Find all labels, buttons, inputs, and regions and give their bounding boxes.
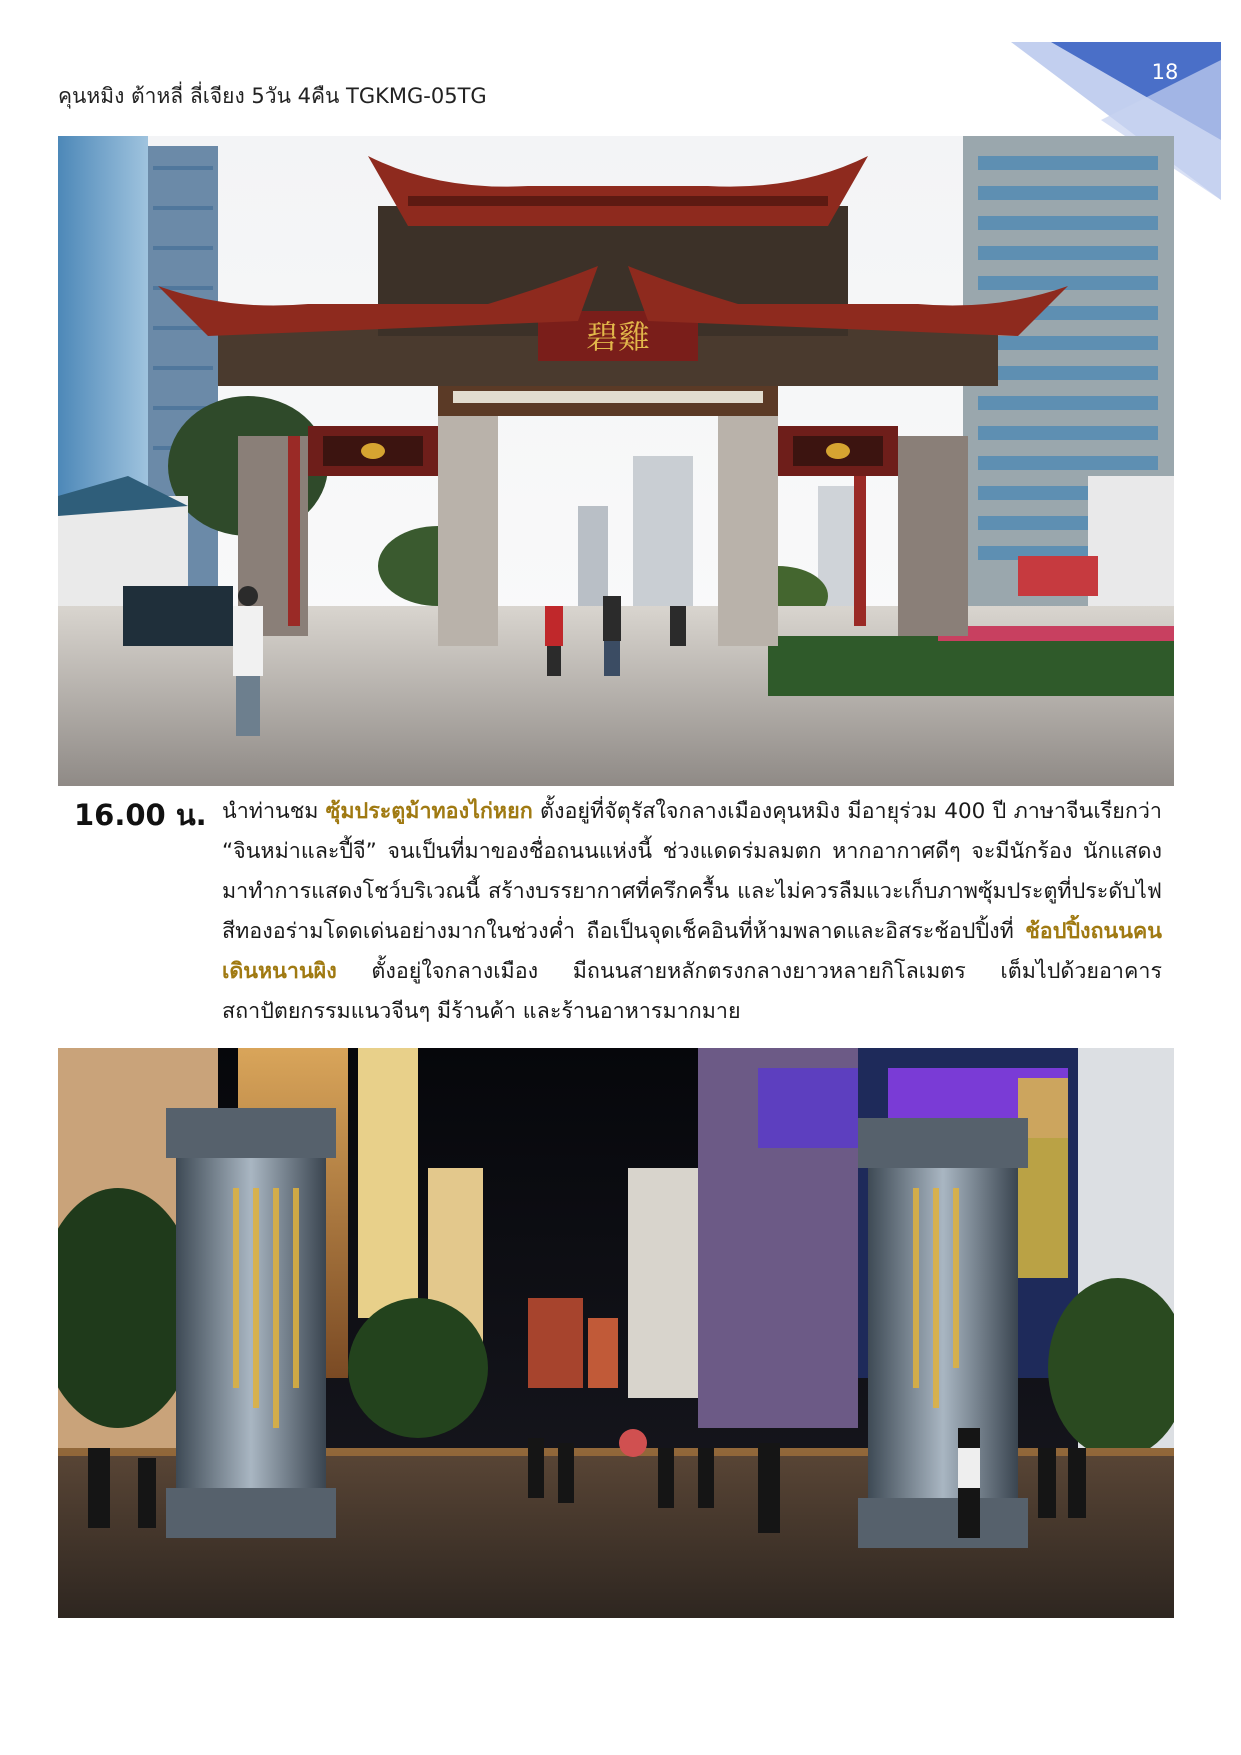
description-text-3: ตั้งอยู่ใจกลางเมือง มีถนนสายหลักตรงกลางยาวหลายกิโลเมตร เต็มไปด้วยอาคารสถาปัตยกรรมแนวจีนๆ มีร้านค้า และร้านอาหารมากมาย	[222, 959, 1162, 1024]
nanping-street-photo	[58, 1048, 1174, 1618]
archway-photo	[58, 136, 1174, 786]
gate-sign-text: 碧雞	[585, 318, 651, 356]
highlight-golden-gate: ซุ้มประตูม้าทองไก่หยก	[325, 799, 533, 824]
description-text-2: ตั้งอยู่ที่จัตุรัสใจกลางเมืองคุนหมิง มีอายุร่วม 400 ปี ภาษาจีนเรียกว่า “จินหม่าและปี้จี” จนเป็นที่มาของชื่อถนนแห่งนี้ ช่วงแดดร่มลมตก หากอากาศดีๆ จะมีนักร้อง นักแสดง มาทำการแสดงโชว์บริเวณนี้ สร้างบรรยากาศที่ครึกครื้น และไม่ควรลืมแวะเก็บภาพซุ้มประตูที่ประดับไฟสีทองอร่ามโดดเด่นอย่างมากในช่วงค่ำ ถือเป็นจุดเช็คอินที่ห้ามพลาดและอิสระช้อปปิ้งที่	[222, 799, 1163, 944]
description-text-1: นำท่านชม	[222, 799, 326, 824]
highlight-nanping-street: ช้อปปิ้งถนนคนเดินหนานผิง	[222, 919, 1162, 984]
document-title: คุนหมิง ต้าหลี่ ลี่เจียง 5วัน 4คืน TGKMG-05TG	[58, 84, 487, 108]
itinerary-time: 16.00 น.	[74, 798, 207, 832]
itinerary-description	[222, 792, 1162, 1032]
page-number: 18	[1151, 60, 1179, 84]
